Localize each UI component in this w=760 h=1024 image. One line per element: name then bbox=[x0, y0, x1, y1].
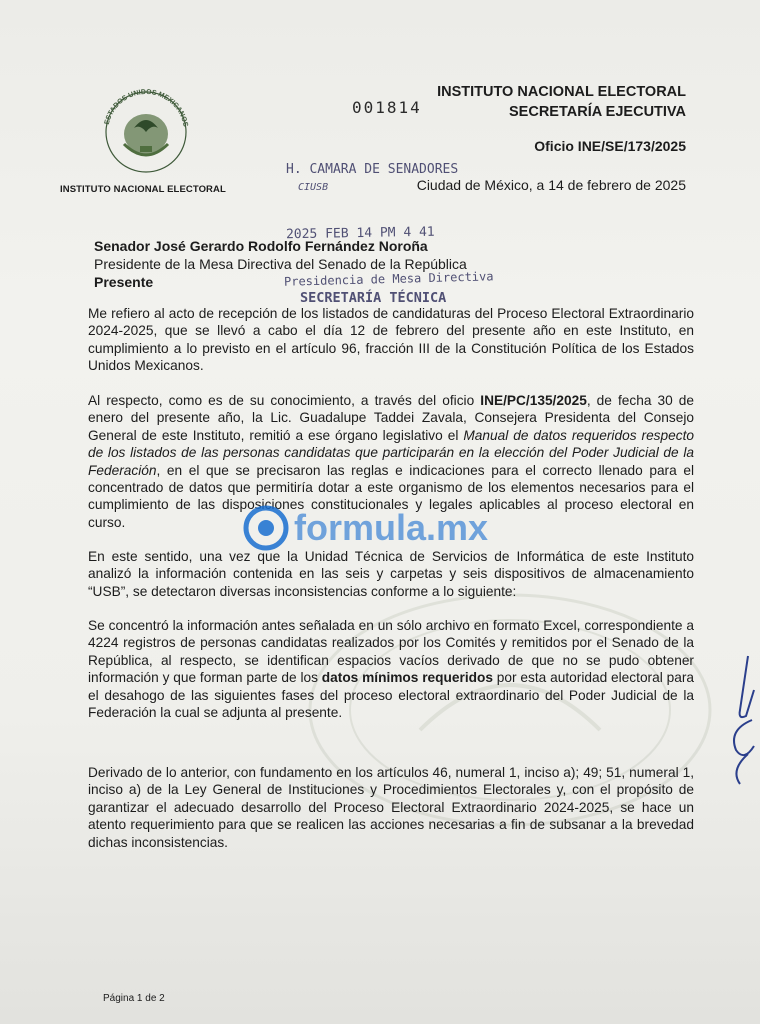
page-number: Página 1 de 2 bbox=[103, 993, 165, 1004]
oficio-number: Oficio INE/SE/173/2025 bbox=[534, 138, 686, 154]
minimum-data-emphasis: datos mínimos requeridos bbox=[321, 670, 493, 686]
paragraph-2-text-a: Al respecto, como es de su conocimiento, a través del oficio bbox=[88, 393, 481, 408]
body-paragraph-5: Derivado de lo anterior, con fundamento en los artículos 46, numeral 1, inciso a); 49; 51, numeral 1, inciso a) de la Ley General de Instituciones y Procedimientos Electorales y, con el propósito de garantizar el adecuado desarrollo del Proceso Electoral Extraordinario 2024-2025, se hace un atento requerimiento para que se realicen las acciones necesarias a fin de subsanar a la brevedad dichas inconsistencias. bbox=[88, 765, 694, 850]
body-paragraph-4 bbox=[88, 617, 694, 721]
oficio-reference: INE/PC/135/2025 bbox=[480, 393, 587, 408]
paragraph-4-text-b: por esta autoridad electoral para el desahogo de las siguientes fases del proceso electoral extraordinario del Poder Judicial de la Federación la cual se adjunta al presente. bbox=[88, 670, 694, 721]
body-paragraph-1: Me refiero al acto de recepción de los listados de candidaturas del Proceso Electoral Extraordinario 2024-2025, que se llevó a cabo el día 12 de febrero del presente año en este Instituto, en cumplimiento a lo previsto en el artículo 96, fracción III de la Constitución Política de los Estados Unidos Mexicanos. bbox=[88, 306, 694, 374]
paragraph-2-text-c: , en el que se precisaron las reglas e indicaciones para el correcto llenado para el concentrado de datos que permitiría dotar a este organismo de los elementos necesarios para el cumplimiento de las disposiciones constitucionales y legales aplicables al proceso electoral en curso. bbox=[88, 462, 694, 530]
manual-title: Manual de datos requeridos respecto de los listados de las personas candidatas que participarán en la elección del Poder Judicial de la Federación bbox=[88, 427, 695, 478]
reception-stamp-date: 2025 FEB 14 PM 4 41 bbox=[285, 224, 435, 243]
reception-stamp-secretaria: SECRETARÍA TÉCNICA bbox=[300, 290, 447, 306]
reception-stamp-initials: CIUSB bbox=[298, 182, 329, 193]
addressee-name: Senador José Gerardo Rodolfo Fernández Noroña bbox=[94, 238, 428, 254]
institution-heading bbox=[437, 82, 686, 122]
addressee-salutation: Presente bbox=[94, 274, 154, 290]
paragraph-2-text-b: , de fecha 30 de enero del presente año, la Lic. Guadalupe Taddei Zavala, Consejera Presidenta del Consejo General de este Instituto, remitió a ese órgano legislativo el bbox=[88, 393, 695, 443]
seal-caption: INSTITUTO NACIONAL ELECTORAL bbox=[60, 184, 226, 195]
institution-name: INSTITUTO NACIONAL ELECTORAL bbox=[437, 84, 686, 100]
watermark-text: formula.mx bbox=[294, 507, 489, 548]
folio-number: 001814 bbox=[352, 98, 422, 117]
department-name: SECRETARÍA EJECUTIVA bbox=[509, 104, 686, 120]
addressee-position: Presidente de la Mesa Directiva del Senado de la República bbox=[94, 256, 467, 272]
reception-stamp-presidencia: Presidencia de Mesa Directiva bbox=[283, 269, 494, 289]
seal-ring-text: ESTADOS UNIDOS MEXICANOS bbox=[103, 88, 189, 128]
national-seal-logo bbox=[96, 82, 196, 174]
paragraph-4-text-a: Se concentró la información antes señalada en un sólo archivo en formato Excel, correspondiente a 4224 registros de personas candidatas realizados por los Comités y remitidos por el Senado de la República, al respecto, se identifican espacios vacíos derivado de que no se pudo obtener información y que forman parte de los bbox=[88, 618, 694, 686]
handwritten-signature bbox=[718, 650, 760, 790]
city-date: Ciudad de México, a 14 de febrero de 2025 bbox=[416, 177, 686, 193]
body-paragraph-3: En este sentido, una vez que la Unidad Técnica de Servicios de Informática de este Instituto analizó la información contenida en las seis y carpetas y seis dispositivos de almacenamiento “USB”, se detectaron diversas inconsistencias conforme a lo siguiente: bbox=[88, 549, 694, 599]
reception-stamp-camara: H. CAMARA DE SENADORES bbox=[286, 162, 459, 177]
site-watermark-logo bbox=[242, 500, 532, 556]
